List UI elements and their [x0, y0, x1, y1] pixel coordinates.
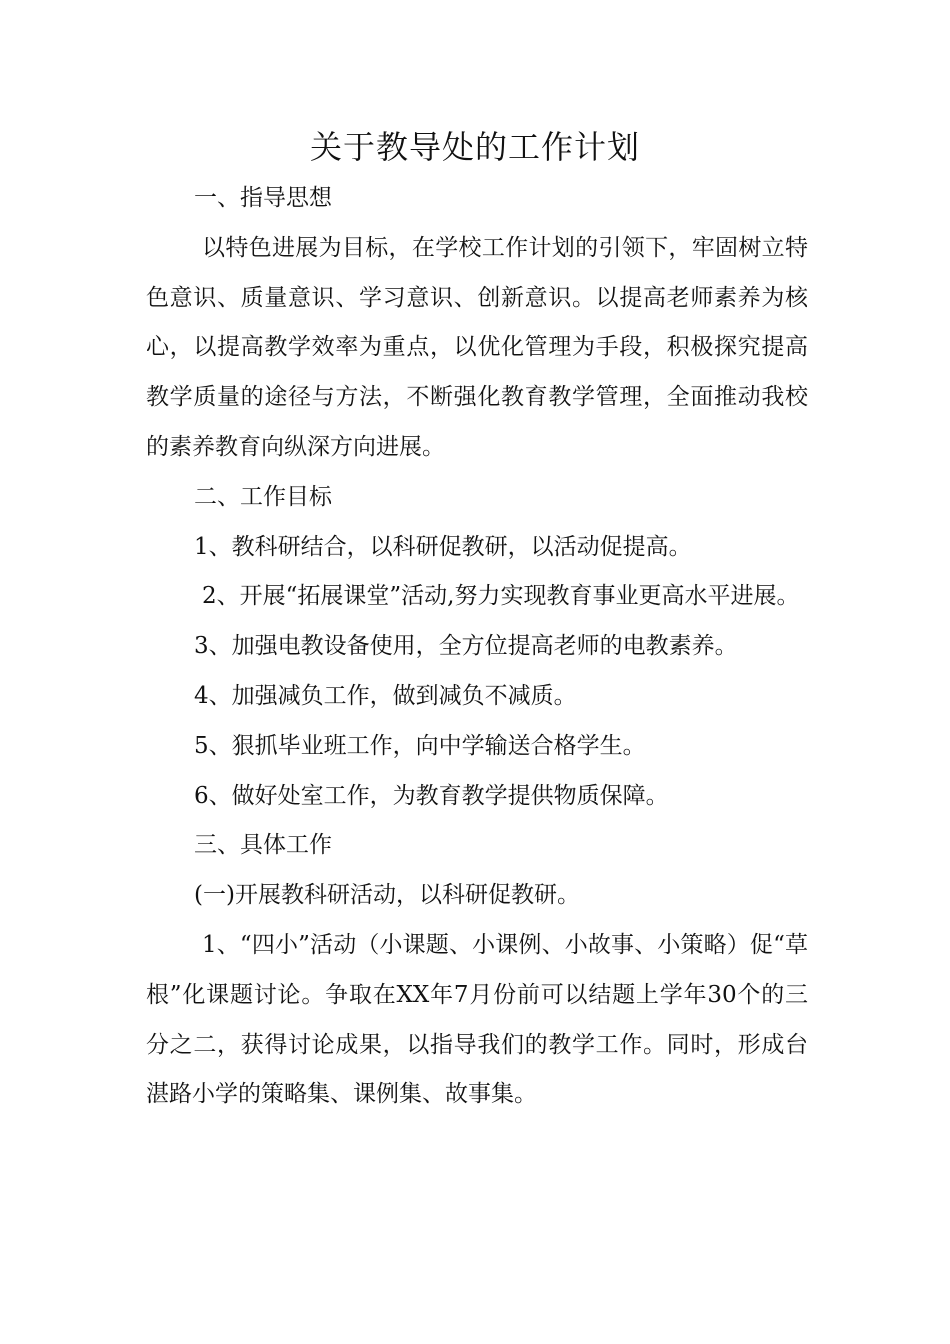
- document-title: 关于教导处的工作计划: [309, 128, 640, 166]
- section-heading-guiding-ideology: 一、指导思想: [194, 185, 332, 211]
- goal-item-1: 1、教科研结合，以科研促教研，以活动促提高。: [194, 533, 692, 560]
- goal-item-3: 3、加强电教设备使用，全方位提高老师的电教素养。: [194, 633, 738, 660]
- goal-item-6: 6、做好处室工作，为教育教学提供物质保障。: [194, 782, 669, 809]
- goal-item-4: 4、加强减负工作，做到减负不减质。: [194, 682, 577, 709]
- goal-item-2: 2、开展“拓展课堂”活动,努力实现教育事业更高水平进展。: [202, 583, 800, 610]
- section-heading-work-goals: 二、工作目标: [194, 483, 332, 510]
- goal-item-5: 5、狠抓毕业班工作，向中学输送合格学生。: [194, 732, 646, 759]
- subsection-heading-research-activities: (一)开展教科研活动，以科研促教研。: [194, 882, 580, 909]
- paragraph-guiding-ideology: 以特色进展为目标，在学校工作计划的引领下，牢固树立特色意识、质量意识、学习意识、创新意识。以提高老师素养为核心，以提高教学效率为重点，以优化管理为手段，积极探究提高教学质量的途径与方法，不断强化教育教学管理，全面推动我校的素养教育向纵深方向进展。: [146, 234, 808, 460]
- document-body: [146, 174, 808, 1120]
- paragraph-four-small-activities: 1、“四小”活动（小课题、小课例、小故事、小策略）促“草根”化课题讨论。争取在XX年7月份前可以结题上学年30个的三分之二，获得讨论成果，以指导我们的教学工作。同时，形成台湛路小学的策略集、课例集、故事集。: [146, 931, 808, 1108]
- section-heading-specific-work: 三、具体工作: [194, 832, 332, 859]
